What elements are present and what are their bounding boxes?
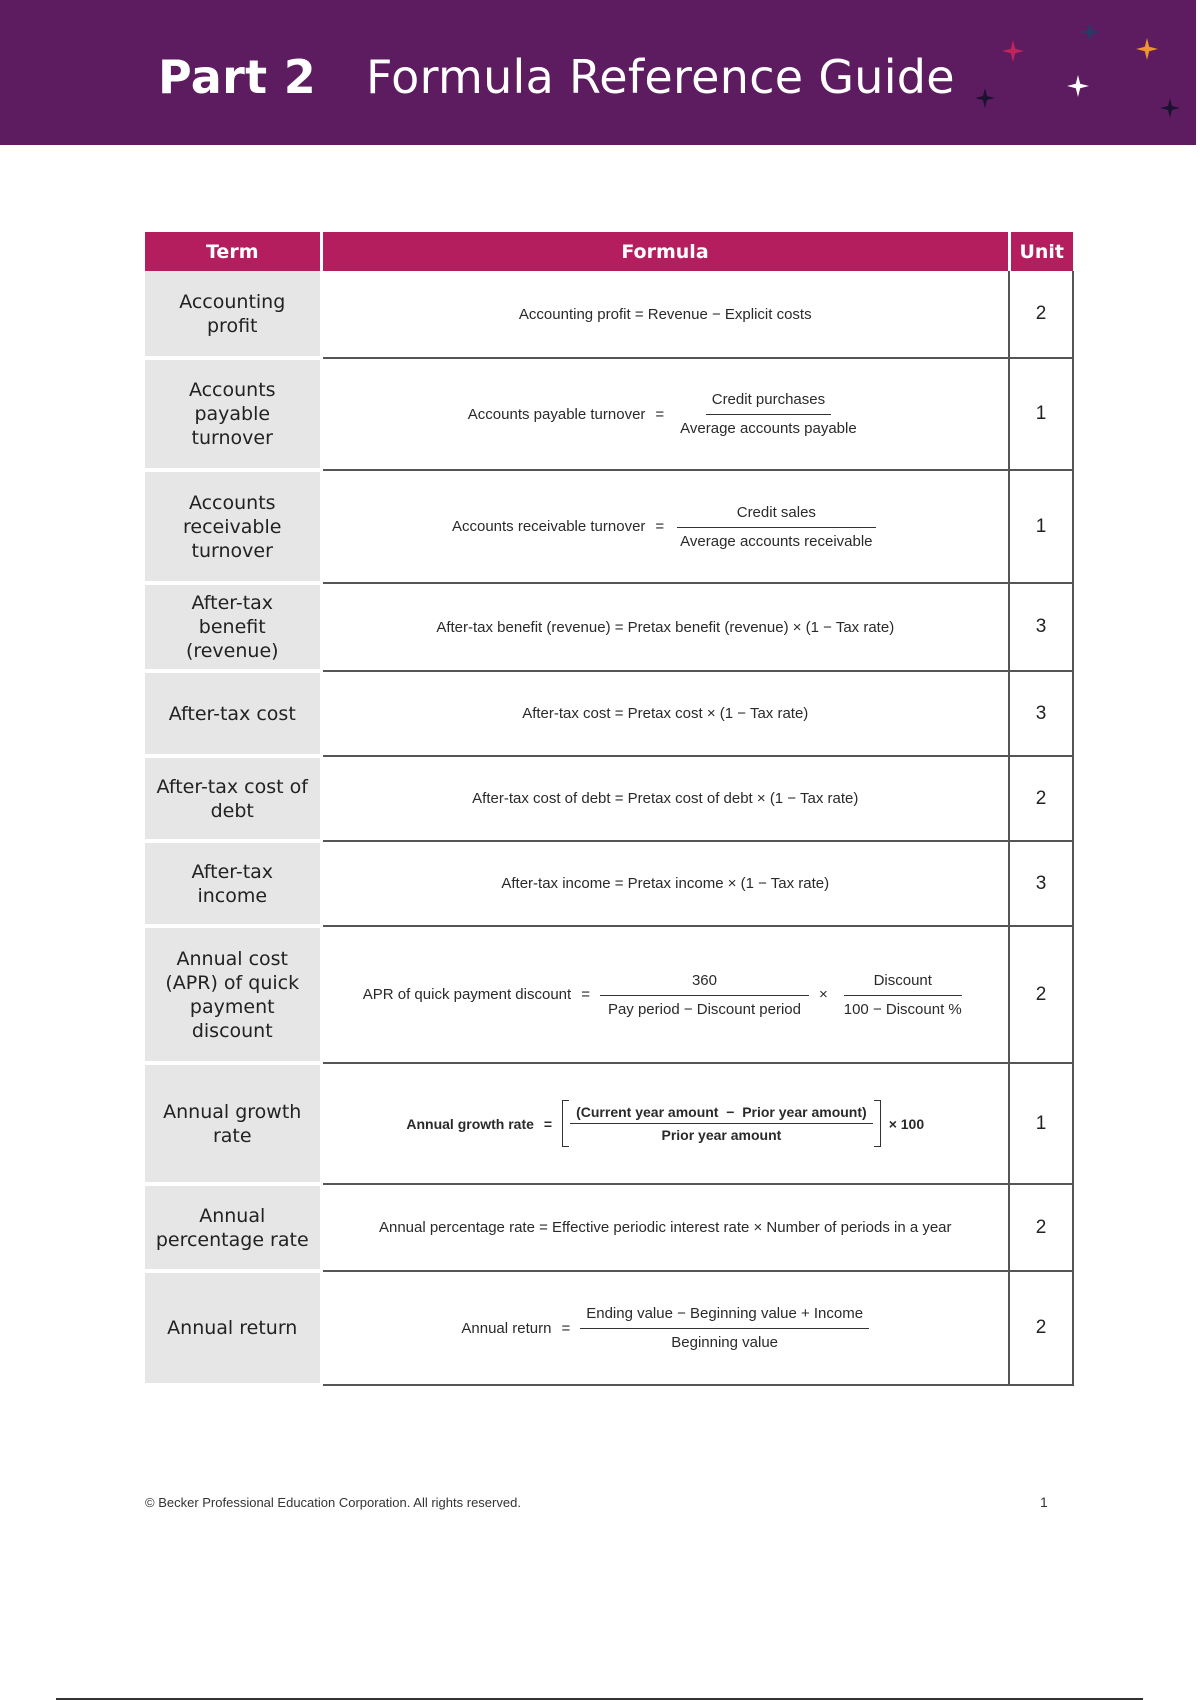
unit-cell: 2	[1009, 926, 1073, 1063]
table-row	[145, 358, 1073, 470]
numerator: Credit purchases	[706, 391, 831, 415]
table-row	[145, 1184, 1073, 1271]
star-icon-orange	[1136, 38, 1158, 60]
numerator: Ending value − Beginning value + Income	[580, 1305, 869, 1329]
unit-cell: 2	[1009, 271, 1073, 358]
table-row	[145, 583, 1073, 671]
denominator: 100 − Discount %	[843, 1000, 962, 1018]
table-row	[145, 1271, 1073, 1385]
formula-cell: After-tax cost = Pretax cost × (1 − Tax rate)	[321, 671, 1009, 756]
unit-cell: 3	[1009, 583, 1073, 671]
formula-lhs: Accounts receivable turnover	[451, 518, 646, 535]
page-number: 1	[1040, 1494, 1048, 1510]
numerator: (Current year amount − Prior year amount)	[570, 1104, 873, 1124]
term-cell: Annual return	[145, 1271, 321, 1385]
term-cell: Annual growth rate	[145, 1063, 321, 1184]
unit-cell: 1	[1009, 1063, 1073, 1184]
equals-sign: =	[655, 405, 665, 423]
fraction	[674, 391, 863, 437]
denominator: Beginning value	[671, 1334, 779, 1351]
table-row	[145, 271, 1073, 358]
table-row	[145, 756, 1073, 841]
term-cell: After-tax benefit (revenue)	[145, 583, 321, 671]
unit-cell: 3	[1009, 671, 1073, 756]
term-cell: Accounts payable turnover	[145, 358, 321, 470]
formula-cell: After-tax cost of debt = Pretax cost of debt × (1 − Tax rate)	[321, 756, 1009, 841]
header-banner	[0, 0, 1196, 145]
table-row	[145, 841, 1073, 926]
table-row	[145, 671, 1073, 756]
star-icon-dark-right	[1160, 98, 1180, 118]
unit-cell: 1	[1009, 358, 1073, 470]
fraction	[838, 972, 968, 1018]
term-cell: Accounting profit	[145, 271, 321, 358]
unit-cell: 1	[1009, 470, 1073, 583]
term-cell: After-tax income	[145, 841, 321, 926]
column-header-term: Term	[145, 232, 321, 271]
column-header-unit: Unit	[1009, 232, 1073, 271]
fraction	[570, 1104, 873, 1143]
formula-table	[145, 232, 1074, 1387]
column-header-formula: Formula	[321, 232, 1009, 271]
formula-cell	[321, 470, 1009, 583]
formula-cell	[321, 1063, 1009, 1184]
numerator: 360	[600, 972, 809, 996]
term-cell: After-tax cost of debt	[145, 756, 321, 841]
table-header-row	[145, 232, 1073, 271]
fraction	[600, 972, 809, 1018]
formula-lhs: APR of quick payment discount	[362, 986, 572, 1003]
star-icon-dark-left	[975, 88, 995, 108]
guide-title: Formula Reference Guide	[366, 50, 955, 104]
fraction	[580, 1305, 869, 1351]
multiplier: × 100	[888, 1115, 925, 1132]
formula-lhs: Accounts payable turnover	[467, 405, 646, 423]
unit-cell: 2	[1009, 1271, 1073, 1385]
term-cell: After-tax cost	[145, 671, 321, 756]
term-cell: Annual cost (APR) of quick payment discount	[145, 926, 321, 1063]
star-icon-magenta	[1002, 40, 1024, 62]
table-row	[145, 1063, 1073, 1184]
equals-sign: =	[561, 1319, 571, 1337]
denominator: Prior year amount	[661, 1127, 782, 1143]
term-cell: Annual percentage rate	[145, 1184, 321, 1271]
denominator: Average accounts receivable	[680, 532, 873, 550]
unit-cell: 3	[1009, 841, 1073, 926]
formula-cell: Annual percentage rate = Effective periodic interest rate × Number of periods in a year	[321, 1184, 1009, 1271]
table-row	[145, 470, 1073, 583]
formula-lhs: Annual growth rate	[406, 1115, 534, 1132]
unit-cell: 2	[1009, 756, 1073, 841]
numerator: Discount	[844, 972, 962, 996]
numerator: Credit sales	[677, 504, 876, 528]
equals-sign: =	[543, 1115, 553, 1132]
formula-cell: Accounting profit = Revenue − Explicit costs	[321, 271, 1009, 358]
equals-sign: =	[655, 518, 665, 535]
bracket-group	[562, 1104, 881, 1143]
part-label: Part 2	[158, 50, 317, 104]
table-row	[145, 926, 1073, 1063]
page-title	[158, 50, 955, 104]
star-icon-white	[1067, 75, 1089, 97]
formula-cell	[321, 358, 1009, 470]
formula-cell: After-tax benefit (revenue) = Pretax benefit (revenue) × (1 − Tax rate)	[321, 583, 1009, 671]
copyright-notice: © Becker Professional Education Corporation. All rights reserved.	[145, 1495, 521, 1510]
formula-cell	[321, 1271, 1009, 1385]
times-sign: ×	[818, 986, 828, 1003]
term-cell: Accounts receivable turnover	[145, 470, 321, 583]
formula-cell: After-tax income = Pretax income × (1 − Tax rate)	[321, 841, 1009, 926]
denominator: Average accounts payable	[680, 420, 857, 437]
denominator: Pay period − Discount period	[607, 1000, 801, 1018]
formula-cell	[321, 926, 1009, 1063]
fraction	[674, 504, 878, 550]
star-icon-navy	[1080, 22, 1100, 42]
unit-cell: 2	[1009, 1184, 1073, 1271]
equals-sign: =	[581, 986, 590, 1003]
formula-lhs: Annual return	[461, 1319, 552, 1337]
